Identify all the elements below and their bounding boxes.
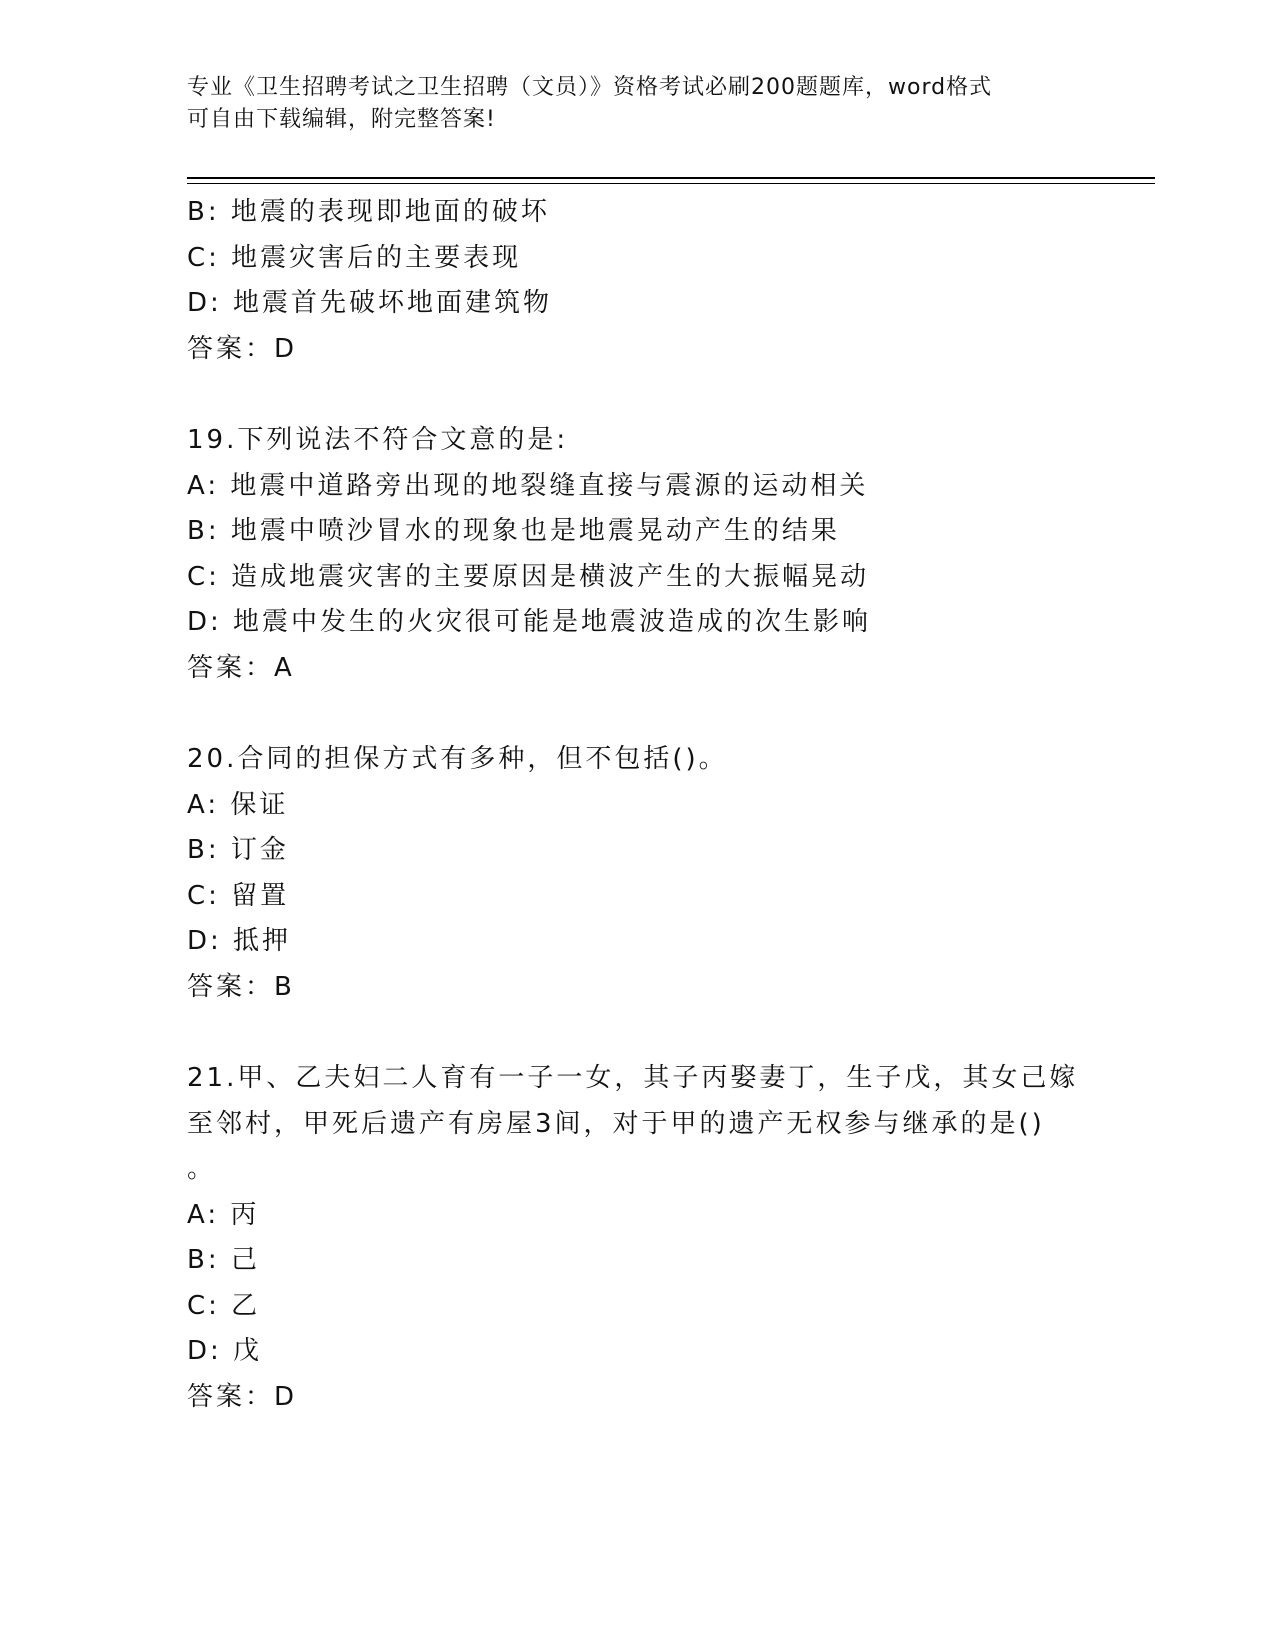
option-b: B: 订金 <box>187 835 289 865</box>
question-18-tail <box>187 190 1107 372</box>
option-a: A: 地震中道路旁出现的地裂缝直接与震源的运动相关 <box>187 470 869 501</box>
option-d: D: 抵押 <box>187 926 292 956</box>
spacer <box>187 691 1107 737</box>
header-line-1: 专业《卫生招聘考试之卫生招聘（文员）》资格考试必刷200题题库，word格式 <box>187 75 993 100</box>
document-header <box>187 72 1087 136</box>
option-c: C: 造成地震灾害的主要原因是横波产生的大振幅晃动 <box>187 561 870 592</box>
option-d: D: 地震首先破坏地面建筑物 <box>187 288 553 318</box>
option-d: D: 地震中发生的火灾很可能是地震波造成的次生影响 <box>187 607 872 637</box>
option-b: B: 地震中喷沙冒水的现象也是地震晃动产生的结果 <box>187 516 840 546</box>
answer: 答案：B <box>187 971 295 1002</box>
option-a: A: 丙 <box>187 1199 260 1230</box>
question-stem-line-1: 21.甲、乙夫妇二人育有一子一女，其子丙娶妻丁，生子戊，其女己嫁 <box>187 1063 1079 1093</box>
question-list <box>187 190 1107 1420</box>
option-c: C: 乙 <box>187 1290 261 1321</box>
option-b: B: 地震的表现即地面的破坏 <box>187 197 550 227</box>
answer: 答案：D <box>187 333 298 364</box>
question-stem-line-3: 。 <box>187 1154 217 1184</box>
question-20 <box>187 737 1107 1010</box>
answer: 答案：A <box>187 652 295 683</box>
option-d: D: 戊 <box>187 1336 263 1366</box>
header-line-2: 可自由下载编辑，附完整答案! <box>187 107 496 132</box>
spacer <box>187 1010 1107 1056</box>
option-c: C: 地震灾害后的主要表现 <box>187 242 522 273</box>
header-divider-thin <box>187 183 1155 184</box>
question-stem-line-2: 至邻村，甲死后遗产有房屋3间，对于甲的遗产无权参与继承的是() <box>187 1108 1045 1139</box>
spacer <box>187 372 1107 418</box>
option-a: A: 保证 <box>187 789 289 820</box>
option-b: B: 己 <box>187 1245 260 1275</box>
header-divider-thick <box>187 177 1155 179</box>
question-19 <box>187 418 1107 691</box>
question-stem: 19.下列说法不符合文意的是: <box>187 425 569 455</box>
answer: 答案：D <box>187 1381 298 1412</box>
option-c: C: 留置 <box>187 880 290 911</box>
question-stem: 20.合同的担保方式有多种，但不包括()。 <box>187 744 728 774</box>
question-21 <box>187 1056 1107 1420</box>
